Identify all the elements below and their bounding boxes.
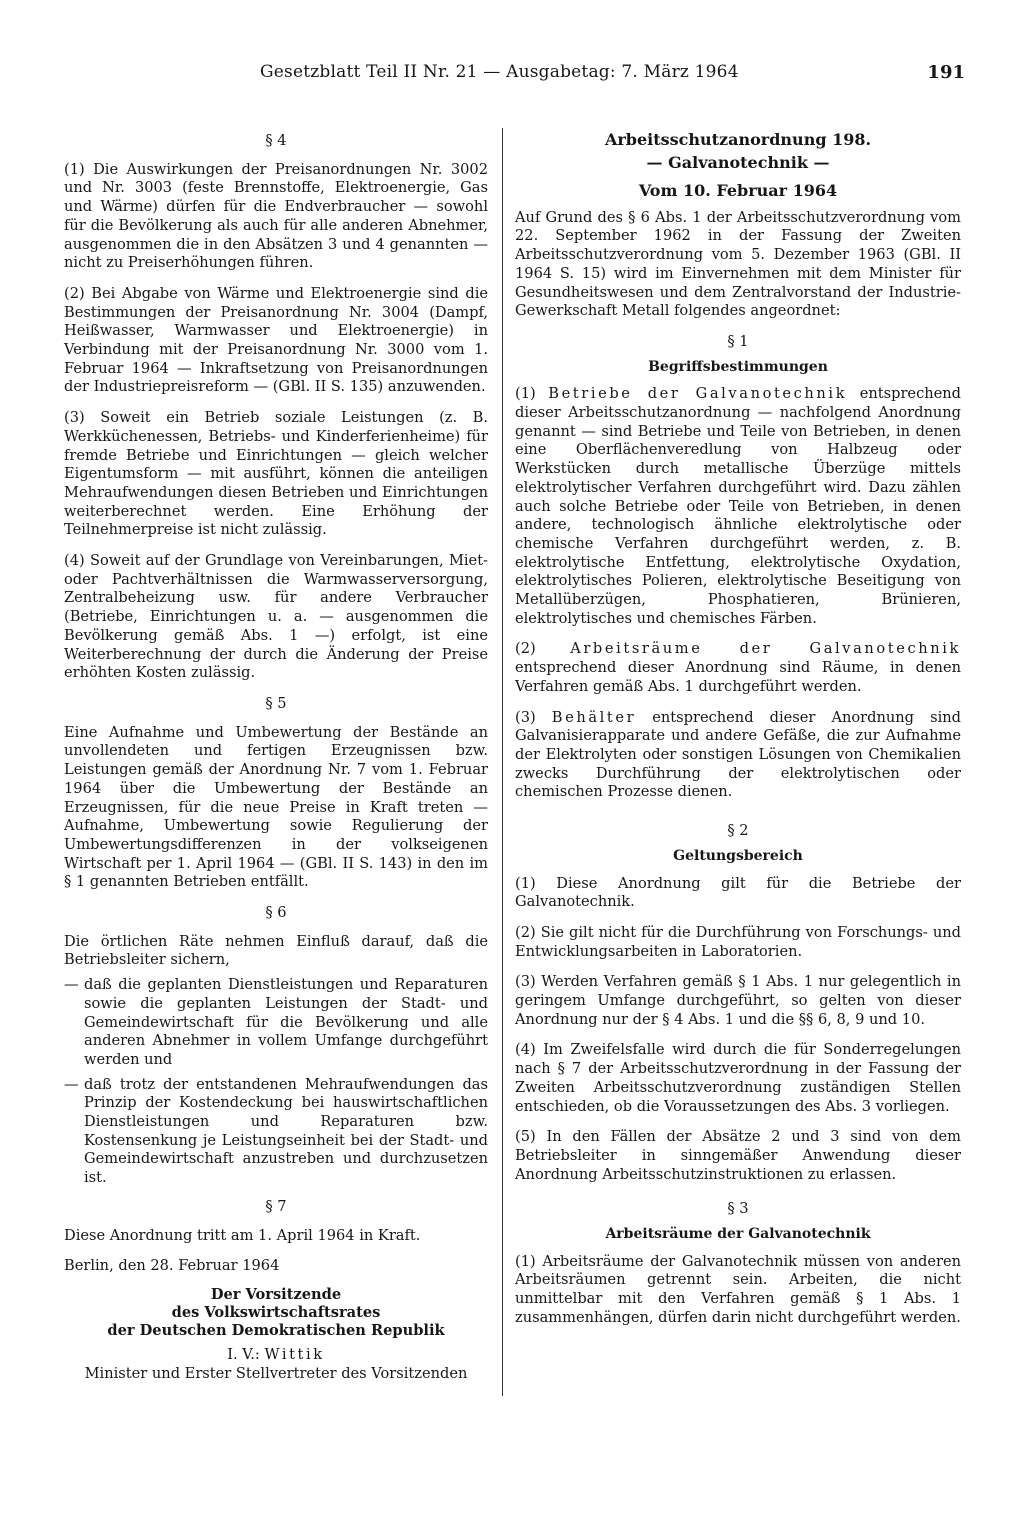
list-item-text: daß die geplanten Dienstleistungen und Reparaturen sowie die geplanten Leistungen der Stadt- und Gemeindewirtschaft für die Bevölkerung und alle anderen Abnehmer in vollem Umfange durchgeführt werden und (84, 976, 488, 1068)
signatory-title: Minister und Erster Stellvertreter des Vorsitzenden (84, 1364, 468, 1382)
paragraph-number: (2) (515, 640, 536, 658)
right-column (515, 128, 961, 1340)
defined-term: Behälter (551, 708, 637, 726)
signatory-line-2: des Volkswirtschaftsrates (171, 1303, 381, 1321)
section-4-paragraph-4: (4) Soweit auf der Grundlage von Vereinbarungen, Miet- oder Pachtverhältnissen die Warmwasserversorgung, Zentralbeheizung usw. für andere Verbraucher (Betriebe, Einrichtungen u. a. — ausgenommen die Bevölkerung gemäß Abs. 1 —) erfolgt, ist eine Weiterberechnung der durch die Änderung der Preise erhöhten Kosten zulässig. (64, 552, 488, 682)
section-2-paragraph-3: (3) Werden Verfahren gemäß § 1 Abs. 1 nur gelegentlich in geringem Umfange durchgeführt, so gelten von dieser Anordnung nur der § 4 Abs. 1 und die §§ 6, 8, 9 und 10. (515, 973, 961, 1028)
section-5-paragraph-1: Eine Aufnahme und Umbewertung der Bestände an unvollendeten und fertigen Erzeugnissen bzw. Leistungen gemäß der Anordnung Nr. 7 vom 1. Februar 1964 über die Umbewertung der Bestände an Erzeugnissen, für die neue Preise in Kraft treten — Aufnahme, Umbewertung sowie Regulierung der Umbewertungsdifferenzen in der volkseigenen Wirtschaft per 1. April 1964 — (GBl. II S. 143) in den im § 1 genannten Betrieben entfällt. (64, 723, 488, 891)
ordinance-date: Vom 10. Februar 1964 (638, 181, 838, 200)
paragraph-text: entsprechend dieser Anordnung sind Galvanisierapparate und andere Gefäße, die zur Aufnahme der Elektrolyten oder sonstigen Lösungen von Chemikalien zwecks Durchführung der elektrolytischen oder chemischen Prozesse dienen. (515, 708, 961, 801)
defined-term: Arbeitsräume der Galvanotechnik (570, 640, 961, 658)
section-2-paragraph-5: (5) In den Fällen der Absätze 2 und 3 sind von dem Betriebsleiter in sinngemäßer Anwendung dieser Anordnung Arbeitsschutzinstruktionen zu erlassen. (515, 1128, 961, 1183)
section-7-paragraph-1: Diese Anordnung tritt am 1. April 1964 in Kraft. (64, 1226, 421, 1244)
section-2-title: Geltungsbereich (673, 847, 803, 864)
section-7-heading: § 7 (265, 1197, 287, 1215)
section-2-paragraph-1: (1) Diese Anordnung gilt für die Betriebe der Galvanotechnik. (515, 874, 961, 911)
signatory-line-3: der Deutschen Demokratischen Republik (107, 1321, 445, 1339)
section-3-heading: § 3 (727, 1200, 749, 1218)
ordinance-title (515, 128, 961, 174)
section-4-paragraph-3: (3) Soweit ein Betrieb soziale Leistungen (z. B. Werkküchenessen, Betriebs- und Kinderferienheime) für fremde Betriebe und Einrichtungen — gleich welcher Eigentumsform — mit ausführt, können die anteiligen Mehraufwendungen diesen Betrieben und Einrichtungen weiterberechnet werden. Eine Erhöhung der Teilnehmerpreise ist nicht zulässig. (64, 409, 488, 539)
section-4-paragraph-1: (1) Die Auswirkungen der Preisanordnungen Nr. 3002 und Nr. 3003 (feste Brennstoffe, Elektroenergie, Gas und Wärme) dürfen für die Endverbraucher — sowohl für die Bevölkerung als auch für alle anderen Abnehmer, ausgenommen die in den Absätzen 3 und 4 genannten — nicht zu Preiserhöhungen führen. (64, 160, 488, 272)
column-divider (502, 128, 503, 1396)
section-1-paragraph-2 (515, 640, 961, 696)
page-number: 191 (927, 62, 965, 83)
running-title: Gesetzblatt Teil II Nr. 21 — Ausgabetag: 7. März 1964 (260, 62, 739, 82)
ordinance-title-line-1: Arbeitsschutzanordnung 198. (604, 130, 872, 149)
section-2-paragraph-4: (4) Im Zweifelsfalle wird durch die für Sonderregelungen nach § 7 der Arbeitsschutzverordnung in der Fassung der Zweiten Arbeitsschutzverordnung zuständigen Stellen entschieden, ob die Voraussetzungen des Abs. 3 vorliegen. (515, 1041, 961, 1115)
signatory-name-line (64, 1346, 488, 1365)
left-column (64, 128, 488, 1383)
paragraph-text: entsprechend dieser Arbeitsschutzanordnung — nachfolgend Anordnung genannt — sind Betriebe und Teile von Betrieben, in denen eine Oberflächenveredlung von Halbzeug oder Werkstücken durch metallische Überzüge mittels elektrolytischer Verfahren durchgeführt wird. Dazu zählen auch solche Betriebe oder Teile von Betrieben, in denen andere, technologisch ähnliche elektrolytische oder chemische Verfahren durchgeführt werden, z. B. elektrolytische Entfettung, elektrolytische Oxydation, elektrolytisches Polieren, elektrolytische Beseitigung von Metallüberzügen, Phosphatieren, Brünieren, elektrolytisches und chemisches Färben. (515, 385, 962, 627)
defined-term: Betriebe der Galvanotechnik (548, 385, 848, 403)
ordinance-title-line-2: — Galvanotechnik — (646, 153, 830, 172)
section-4-heading: § 4 (265, 132, 287, 149)
dash-marker: — (64, 976, 79, 994)
section-6-list (64, 976, 488, 1188)
paragraph-number: (1) (515, 385, 536, 403)
running-header (60, 62, 965, 90)
signatory-name: Wittik (264, 1345, 325, 1363)
section-6-paragraph-1: Die örtlichen Räte nehmen Einfluß darauf, daß die Betriebsleiter sichern, (64, 932, 488, 969)
paragraph-text: entsprechend dieser Anordnung sind Räume, in denen Verfahren gemäß Abs. 1 durchgeführt werden. (515, 659, 961, 695)
section-3-paragraph-1: (1) Arbeitsräume der Galvanotechnik müssen von anderen Arbeitsräumen getrennt sein. Arbeiten, die nicht unmittelbar mit den Verfahren gemäß § 1 Abs. 1 zusammenhängen, dürfen darin nicht durchgeführt werden. (515, 1252, 961, 1326)
ordinance-intro: Auf Grund des § 6 Abs. 1 der Arbeitsschutzverordnung vom 22. September 1962 in der Fassung der Zweiten Arbeitsschutzverordnung vom 5. Dezember 1963 (GBl. II 1964 S. 15) wird im Einvernehmen mit dem Minister für Gesundheitswesen und dem Zentralvorstand der Industrie-Gewerkschaft Metall folgendes angeordnet: (515, 208, 961, 320)
section-2-heading: § 2 (727, 822, 749, 840)
dash-marker: — (64, 1075, 79, 1093)
section-6-heading: § 6 (265, 904, 287, 922)
section-4-paragraph-2: (2) Bei Abgabe von Wärme und Elektroenergie sind die Bestimmungen der Preisanordnung Nr. 3004 (Dampf, Heißwasser, Warmwasser und Elektroenergie) in Verbindung mit der Preisanordnung Nr. 3000 vom 1. Februar 1964 — Inkraftsetzung von Preisanordnungen der Industriepreisreform — (GBl. II S. 135) anzuwenden. (64, 284, 488, 396)
paragraph-number: (3) (515, 708, 536, 726)
signatory-iv: I. V.: (227, 1345, 260, 1363)
signatory-line-1: Der Vorsitzende (210, 1285, 342, 1303)
place-date: Berlin, den 28. Februar 1964 (64, 1257, 280, 1275)
list-item (64, 1075, 488, 1188)
section-5-heading: § 5 (265, 694, 287, 712)
section-1-title: Begriffsbestimmungen (648, 358, 828, 375)
section-1-paragraph-3 (515, 709, 961, 803)
section-2-paragraph-2: (2) Sie gilt nicht für die Durchführung von Forschungs- und Entwicklungsarbeiten in Laboratorien. (515, 923, 961, 960)
section-3-title: Arbeitsräume der Galvanotechnik (605, 1226, 871, 1243)
section-1-paragraph-1 (515, 385, 961, 628)
signatory-organization (64, 1286, 488, 1340)
list-item-text: daß trotz der entstandenen Mehraufwendungen das Prinzip der Kostendeckung bei hauswirtschaftlichen Dienstleistungen und Reparaturen bzw. Kostensenkung je Leistungseinheit bei der Stadt- und Gemeindewirtschaft anzustreben und durchzusetzen ist. (84, 1075, 488, 1187)
section-1-heading: § 1 (727, 332, 749, 350)
list-item (64, 976, 488, 1070)
